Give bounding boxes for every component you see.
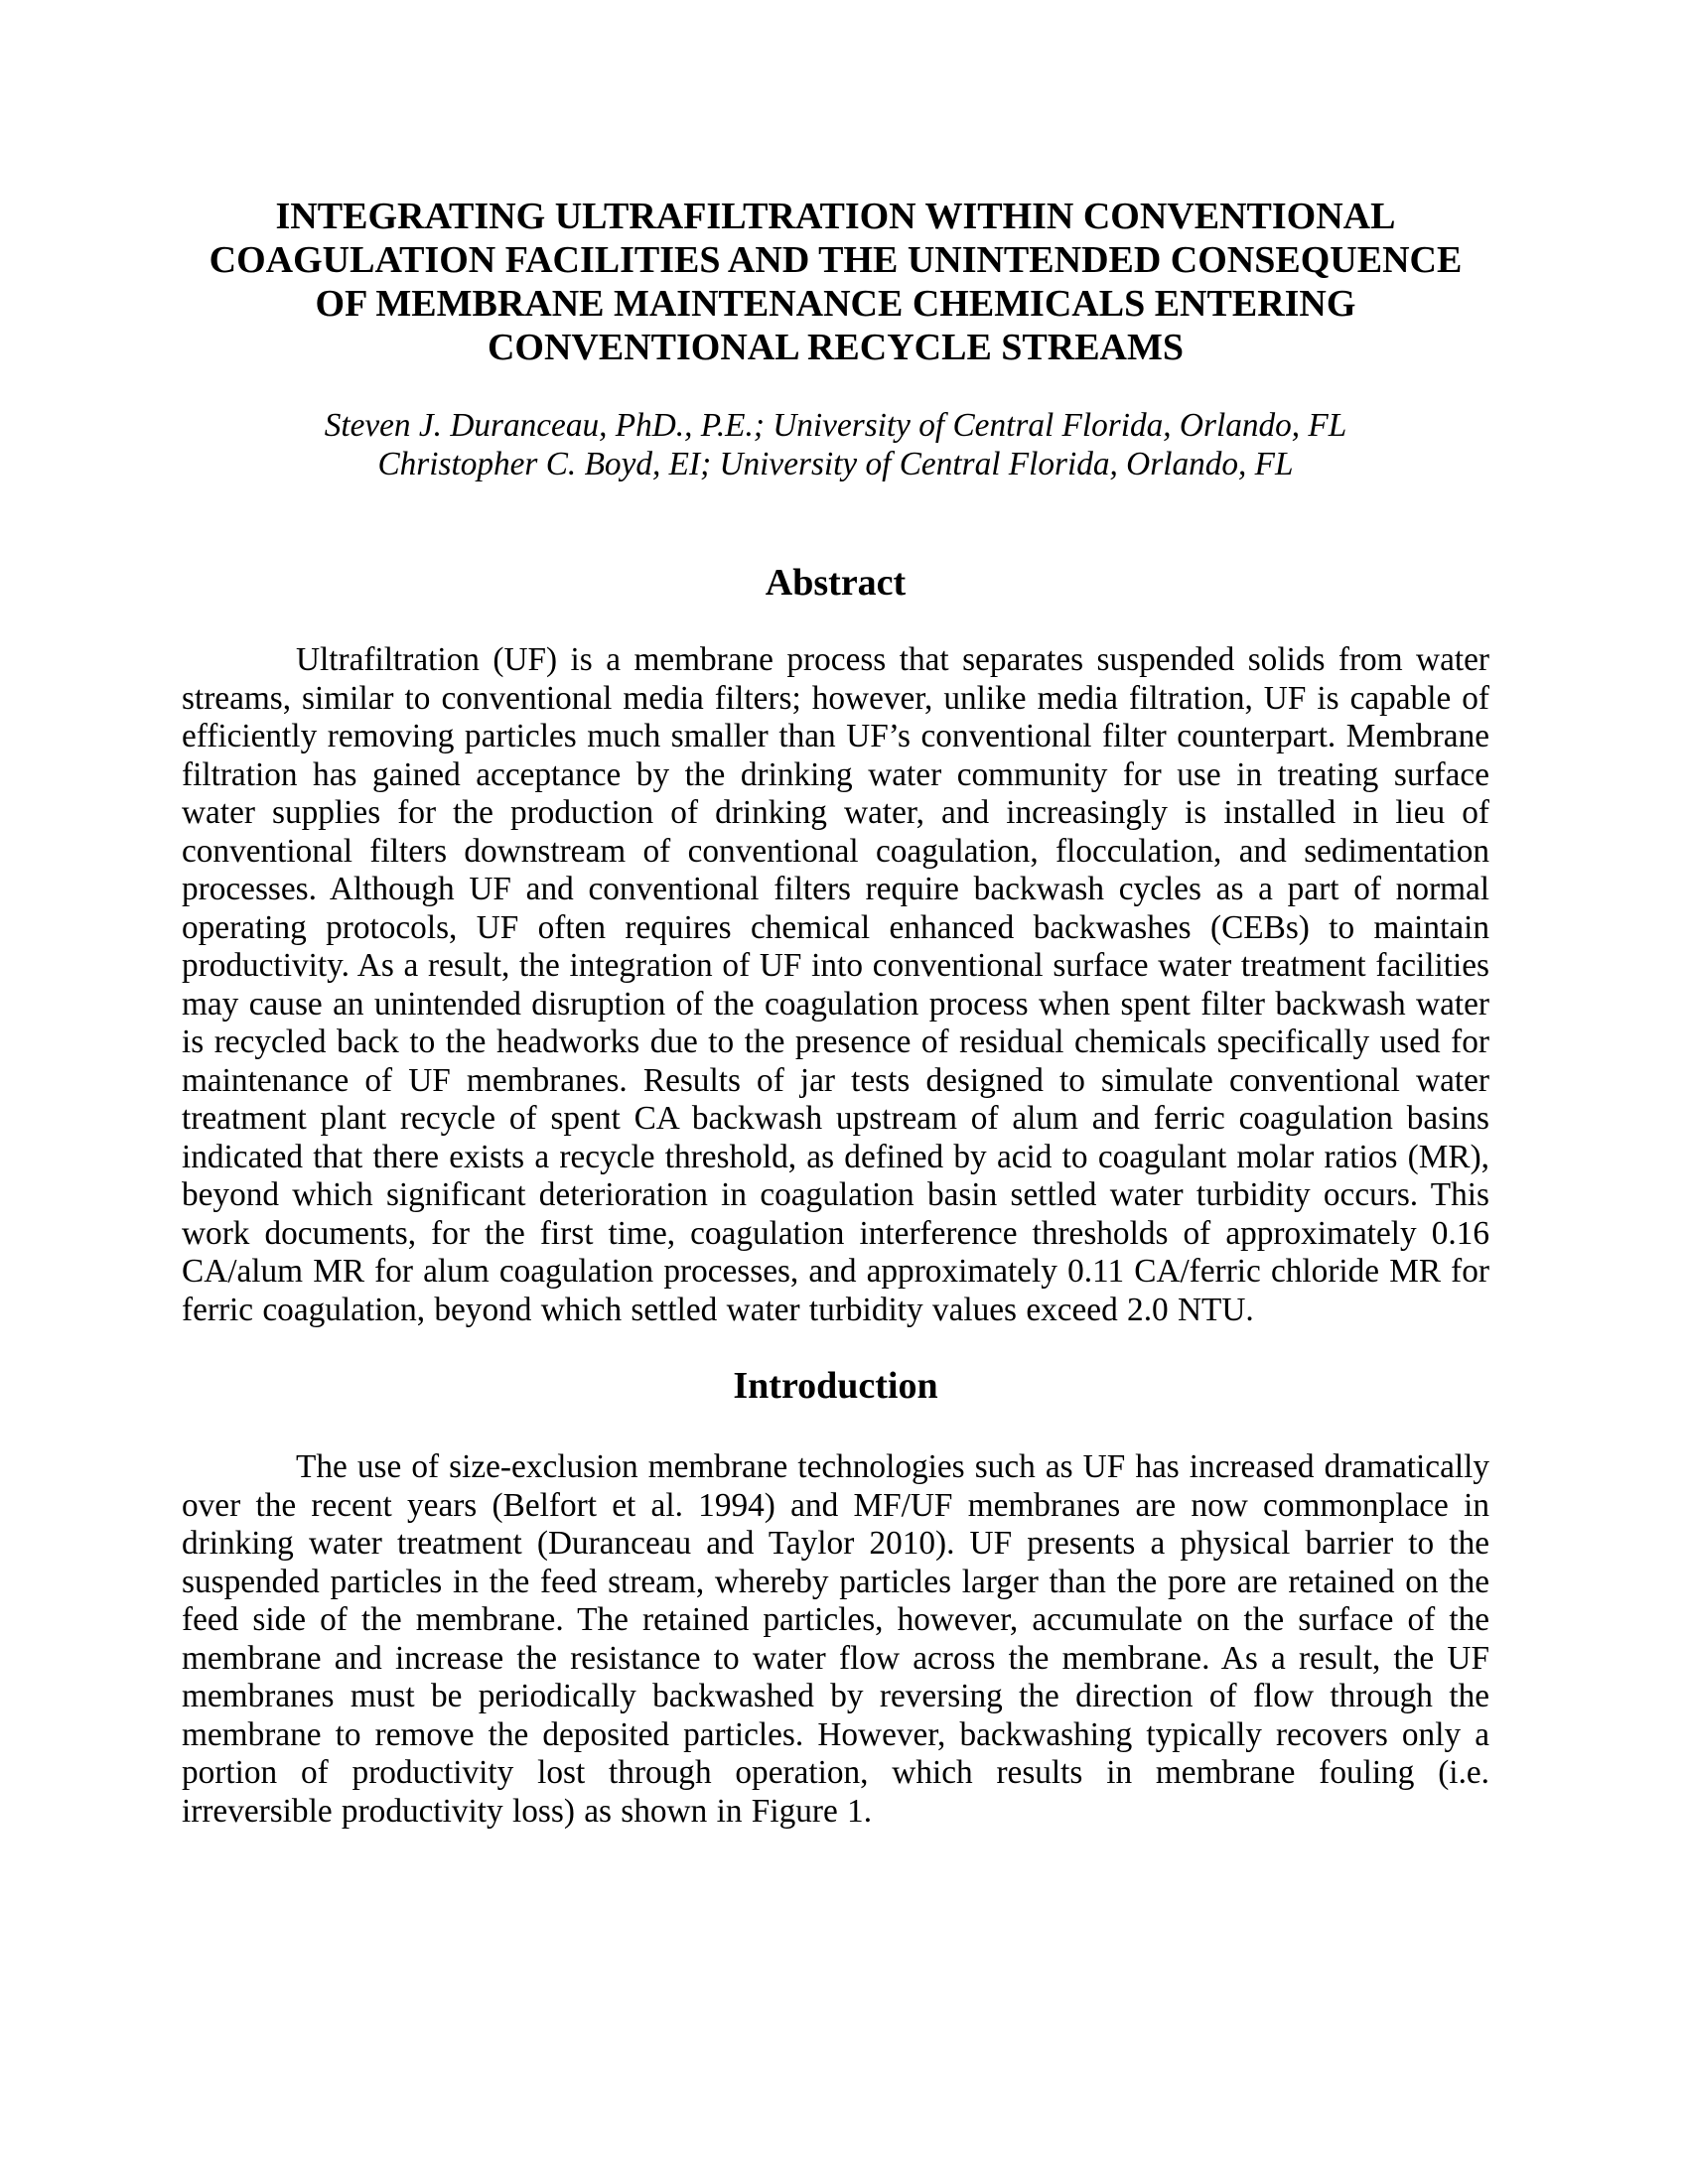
paper-title-line-4: CONVENTIONAL RECYCLE STREAMS [487,327,1184,368]
author-line-2: Christopher C. Boyd, EI; University of Central Florida, Orlando, FL [377,445,1294,482]
author-block [182,407,1489,483]
paper-title-line-2: COAGULATION FACILITIES AND THE UNINTENDED CONSEQUENCE [209,239,1463,281]
introduction-paragraph: The use of size-exclusion membrane technologies such as UF has increased dramatically over the recent years (Belfort et al. 1994) and MF/UF membranes are now commonplace in drinking water treatment (Duranceau and Taylor 2010). UF presents a physical barrier to the suspended particles in the feed stream, whereby particles larger than the pore are retained on the feed side of the membrane. The retained particles, however, accumulate on the surface of the membrane and increase the resistance to water flow across the membrane. As a result, the UF membranes must be periodically backwashed by reversing the direction of flow through the membrane to remove the deposited particles. However, backwashing typically recovers only a portion of productivity lost through operation, which results in membrane fouling (i.e. irreversible productivity loss) as shown in Figure 1. [182,1448,1489,1830]
section-heading-abstract: Abstract [765,562,907,604]
paper-title-line-3: OF MEMBRANE MAINTENANCE CHEMICALS ENTERING [315,283,1356,325]
paper-title-line-1: INTEGRATING ULTRAFILTRATION WITHIN CONVENTIONAL [275,196,1396,237]
paper-title [182,195,1489,369]
author-line-1: Steven J. Duranceau, PhD., P.E.; University of Central Florida, Orlando, FL [324,407,1347,444]
abstract-paragraph: Ultrafiltration (UF) is a membrane process that separates suspended solids from water streams, similar to conventional media filters; however, unlike media filtration, UF is capable of efficiently removing particles much smaller than UF’s conventional filter counterpart. Membrane filtration has gained acceptance by the drinking water community for use in treating surface water supplies for the production of drinking water, and increasingly is installed in lieu of conventional filters downstream of conventional coagulation, flocculation, and sedimentation processes. Although UF and conventional filters require backwash cycles as a part of normal operating protocols, UF often requires chemical enhanced backwashes (CEBs) to maintain productivity. As a result, the integration of UF into conventional surface water treatment facilities may cause an unintended disruption of the coagulation process when spent filter backwash water is recycled back to the headworks due to the presence of residual chemicals specifically used for maintenance of UF membranes. Results of jar tests designed to simulate conventional water treatment plant recycle of spent CA backwash upstream of alum and ferric coagulation basins indicated that there exists a recycle threshold, as defined by acid to coagulant molar ratios (MR), beyond which significant deterioration in coagulation basin settled water turbidity occurs. This work documents, for the first time, coagulation interference thresholds of approximately 0.16 CA/alum MR for alum coagulation processes, and approximately 0.11 CA/ferric chloride MR for ferric coagulation, beyond which settled water turbidity values exceed 2.0 NTU. [182,641,1489,1328]
section-heading-introduction: Introduction [733,1365,938,1407]
